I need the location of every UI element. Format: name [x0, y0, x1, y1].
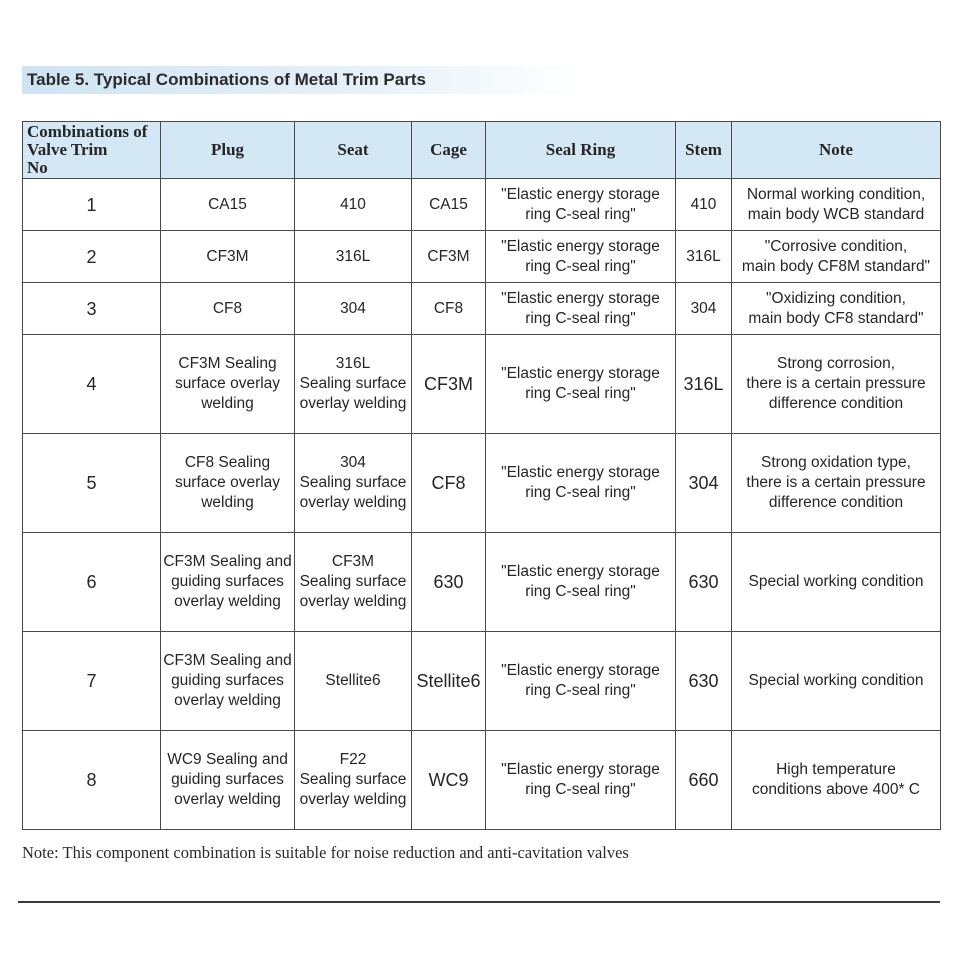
cell-cage: WC9 — [412, 731, 486, 830]
cell-stem: 316L — [676, 231, 732, 283]
cell-seat: 316L — [295, 231, 412, 283]
cell-note: "Corrosive condition, main body CF8M standard" — [732, 231, 941, 283]
cell-seat: Stellite6 — [295, 632, 412, 731]
cell-note: Normal working condition, main body WCB standard — [732, 179, 941, 231]
table-row — [23, 731, 941, 830]
header-stem: Stem — [676, 122, 732, 179]
header-seat: Seat — [295, 122, 412, 179]
table-row — [23, 335, 941, 434]
trim-combinations-table — [22, 121, 941, 830]
table-row — [23, 231, 941, 283]
cell-note: Strong corrosion, there is a certain pressure difference condition — [732, 335, 941, 434]
cell-stem: 316L — [676, 335, 732, 434]
table-row — [23, 632, 941, 731]
header-note: Note — [732, 122, 941, 179]
cell-no: 7 — [23, 632, 161, 731]
cell-seat: 316L Sealing surface overlay welding — [295, 335, 412, 434]
cell-no: 1 — [23, 179, 161, 231]
cell-plug: CF3M Sealing and guiding surfaces overlay welding — [161, 533, 295, 632]
cell-cage: CF8 — [412, 283, 486, 335]
cell-plug: CF3M Sealing and guiding surfaces overlay welding — [161, 632, 295, 731]
cell-plug: WC9 Sealing and guiding surfaces overlay welding — [161, 731, 295, 830]
cell-cage: 630 — [412, 533, 486, 632]
cell-stem: 304 — [676, 283, 732, 335]
header-cage: Cage — [412, 122, 486, 179]
cell-note: Special working condition — [732, 632, 941, 731]
cell-stem: 630 — [676, 533, 732, 632]
cell-no: 4 — [23, 335, 161, 434]
table-row — [23, 179, 941, 231]
cell-seal-ring: "Elastic energy storage ring C-seal ring" — [486, 231, 676, 283]
cell-note: "Oxidizing condition, main body CF8 standard" — [732, 283, 941, 335]
cell-plug: CA15 — [161, 179, 295, 231]
cell-note: Strong oxidation type, there is a certain pressure difference condition — [732, 434, 941, 533]
header-combination-no: Combinations of Valve Trim No — [23, 122, 161, 179]
cell-plug: CF8 — [161, 283, 295, 335]
cell-seal-ring: "Elastic energy storage ring C-seal ring" — [486, 179, 676, 231]
cell-cage: CA15 — [412, 179, 486, 231]
cell-cage: CF8 — [412, 434, 486, 533]
bottom-divider — [18, 901, 940, 903]
header-seal-ring: Seal Ring — [486, 122, 676, 179]
cell-seal-ring: "Elastic energy storage ring C-seal ring" — [486, 533, 676, 632]
table-row — [23, 434, 941, 533]
cell-stem: 304 — [676, 434, 732, 533]
cell-stem: 660 — [676, 731, 732, 830]
cell-cage: CF3M — [412, 335, 486, 434]
table-row — [23, 533, 941, 632]
header-plug: Plug — [161, 122, 295, 179]
table-row — [23, 283, 941, 335]
table-title: Table 5. Typical Combinations of Metal Trim Parts — [27, 70, 426, 89]
cell-stem: 630 — [676, 632, 732, 731]
cell-no: 6 — [23, 533, 161, 632]
cell-seal-ring: "Elastic energy storage ring C-seal ring" — [486, 632, 676, 731]
header-row — [23, 122, 941, 179]
cell-seat: 304 Sealing surface overlay welding — [295, 434, 412, 533]
cell-note: High temperature conditions above 400* C — [732, 731, 941, 830]
table-title-bar — [22, 66, 582, 94]
cell-no: 3 — [23, 283, 161, 335]
table-footnote: Note: This component combination is suitable for noise reduction and anti-cavitation valves — [22, 843, 629, 862]
cell-cage: CF3M — [412, 231, 486, 283]
cell-plug: CF3M Sealing surface overlay welding — [161, 335, 295, 434]
cell-note: Special working condition — [732, 533, 941, 632]
cell-seal-ring: "Elastic energy storage ring C-seal ring" — [486, 731, 676, 830]
cell-no: 2 — [23, 231, 161, 283]
cell-seat: CF3M Sealing surface overlay welding — [295, 533, 412, 632]
cell-seat: 410 — [295, 179, 412, 231]
cell-no: 8 — [23, 731, 161, 830]
cell-plug: CF3M — [161, 231, 295, 283]
cell-cage: Stellite6 — [412, 632, 486, 731]
cell-seal-ring: "Elastic energy storage ring C-seal ring" — [486, 335, 676, 434]
cell-seat: 304 — [295, 283, 412, 335]
cell-seal-ring: "Elastic energy storage ring C-seal ring" — [486, 434, 676, 533]
cell-seat: F22 Sealing surface overlay welding — [295, 731, 412, 830]
cell-stem: 410 — [676, 179, 732, 231]
cell-seal-ring: "Elastic energy storage ring C-seal ring" — [486, 283, 676, 335]
cell-no: 5 — [23, 434, 161, 533]
cell-plug: CF8 Sealing surface overlay welding — [161, 434, 295, 533]
